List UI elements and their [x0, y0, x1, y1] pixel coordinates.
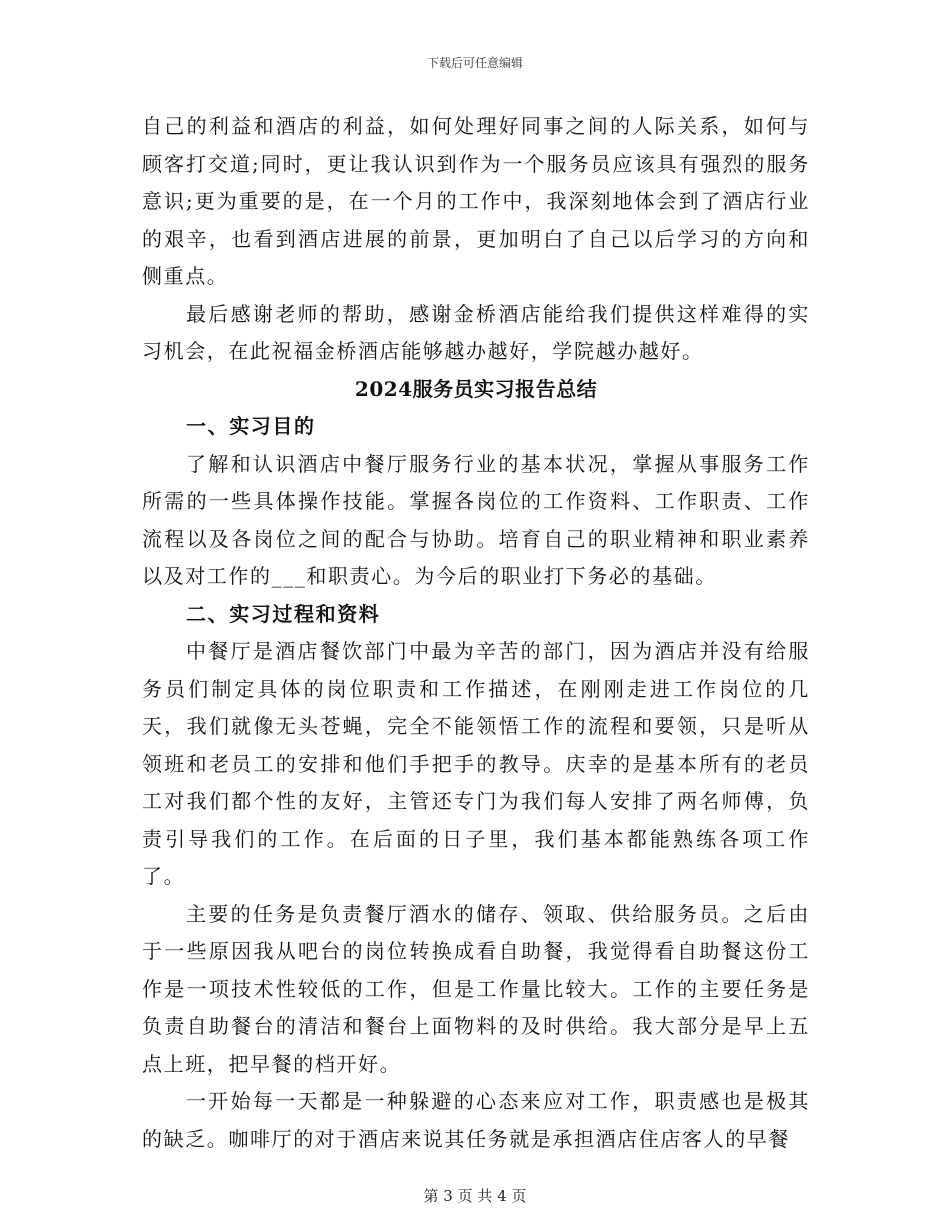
- paragraph-process-3: 一开始每一天都是一种躲避的心态来应对工作，职责感也是极其的缺乏。咖啡厅的对于酒店来说其任务就是承担酒店住店客人的早餐: [142, 1089, 810, 1151]
- paragraph-process-2: 主要的任务是负责餐厅酒水的储存、领取、供给服务员。之后由于一些原因我从吧台的岗位转换成看自助餐，我觉得看自助餐这份工作是一项技术性较低的工作，但是工作量比较大。工作的主要任务是负责自助餐台的清洁和餐台上面物料的及时供给。我大部分是早上五点上班，把早餐的档开好。: [142, 901, 810, 1076]
- paragraph-continuation: 自己的利益和酒店的利益，如何处理好同事之间的人际关系，如何与顾客打交道;同时，更让我认识到作为一个服务员应该具有强烈的服务意识;更为重要的是，在一个月的工作中，我深刻地体会到了酒店行业的艰辛，也看到酒店进展的前景，更加明白了自己以后学习的方向和侧重点。: [142, 114, 810, 288]
- section-heading-purpose: 一、实习目的: [186, 414, 316, 438]
- paragraph-process-1: 中餐厅是酒店餐饮部门中最为辛苦的部门，因为酒店并没有给服务员们制定具体的岗位职责和工作描述，在刚刚走进工作岗位的几天，我们就像无头苍蝇，完全不能领悟工作的流程和要领，只是听从领班和老员工的安排和他们手把手的教导。庆幸的是基本所有的老员工对我们都个性的友好，主管还专门为我们每人安排了两名师傅，负责引导我们的工作。在后面的日子里，我们基本都能熟练各项工作了。: [142, 639, 810, 888]
- page-number: 第 3 页 共 4 页: [423, 1187, 527, 1205]
- section-heading-process: 二、实习过程和资料: [186, 601, 381, 626]
- document-title: 2024服务员实习报告总结: [354, 376, 598, 401]
- paragraph-purpose: 了解和认识酒店中餐厅服务行业的基本状况，掌握从事服务工作所需的一些具体操作技能。掌握各岗位的工作资料、工作职责、工作流程以及各岗位之间的配合与协助。培育自己的职业精神和职业素养以及对工作的___和职责心。为今后的职业打下务必的基础。: [142, 451, 810, 588]
- page-header-note: 下载后可任意编辑: [426, 56, 523, 70]
- paragraph-thanks: 最后感谢老师的帮助，感谢金桥酒店能给我们提供这样难得的实习机会，在此祝福金桥酒店能够越办越好，学院越办越好。: [142, 301, 810, 363]
- document-body: [142, 108, 810, 1158]
